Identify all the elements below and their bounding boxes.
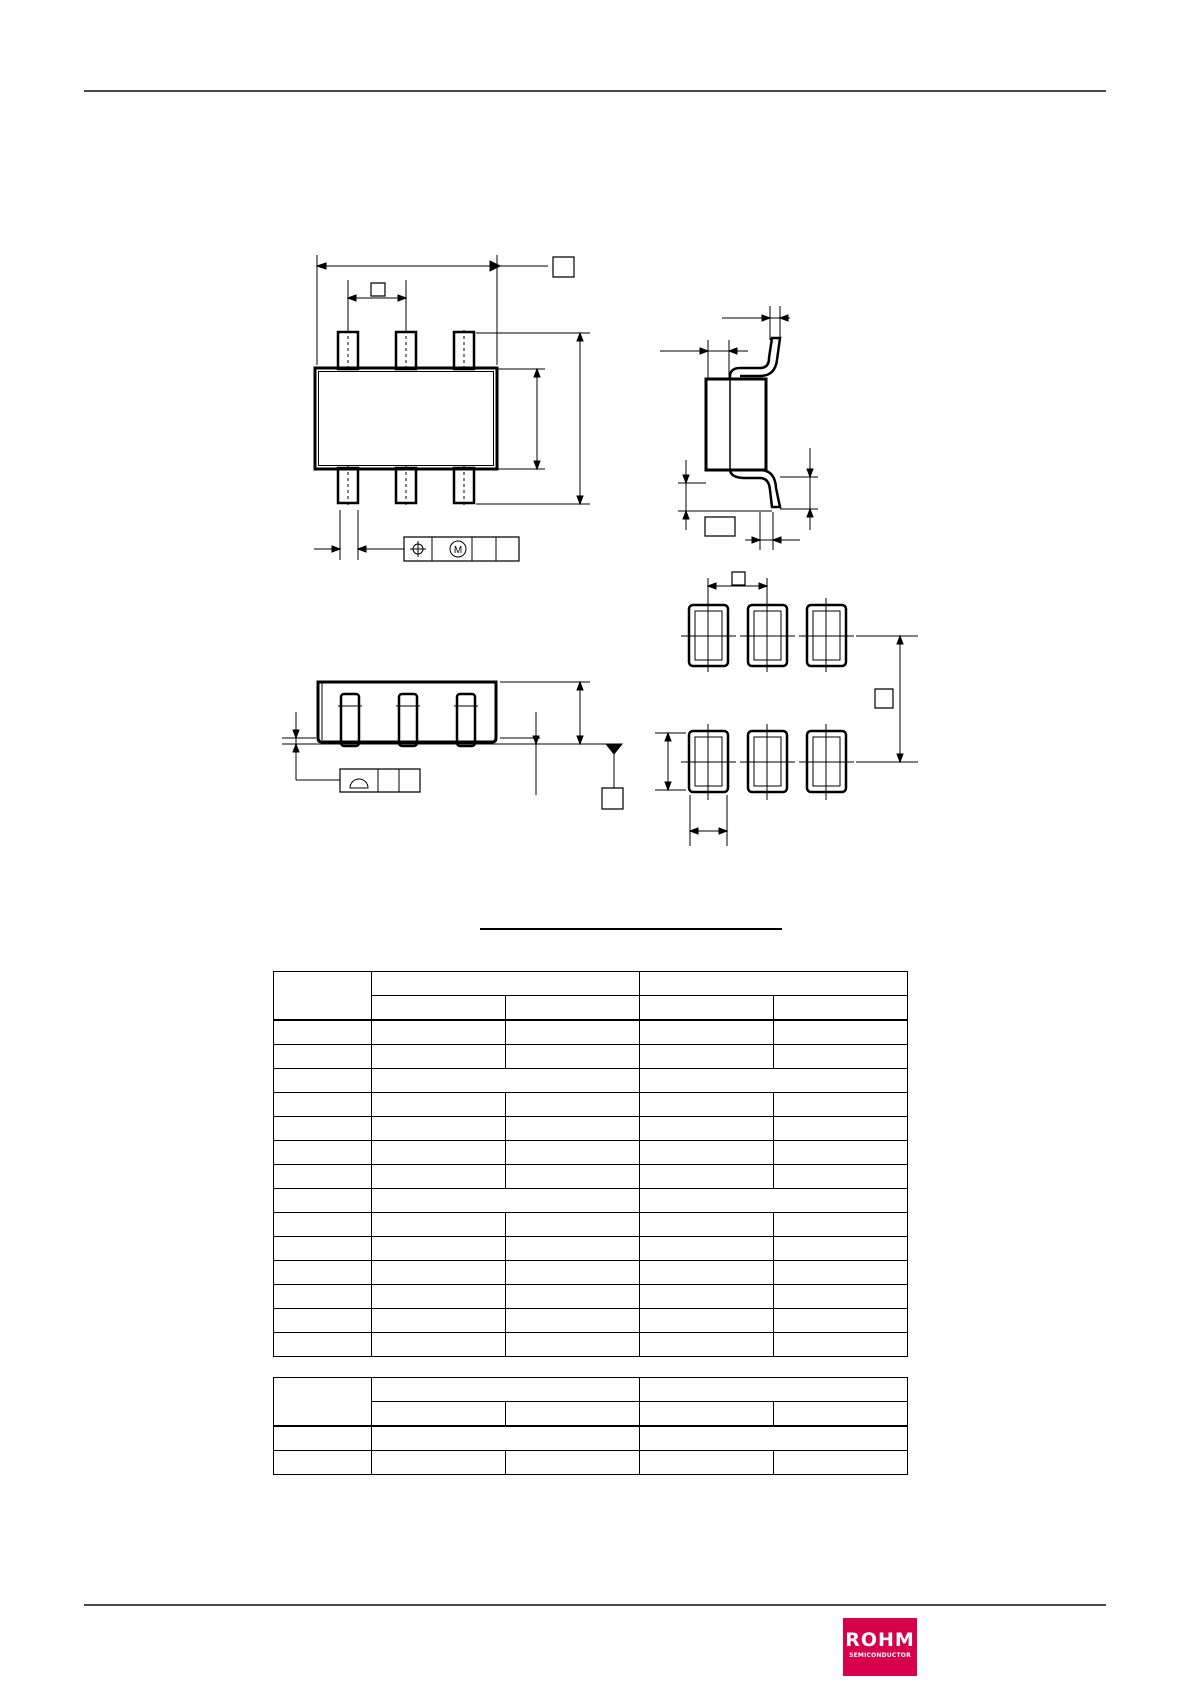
datum-box [602,788,623,809]
front-view-lead [454,694,478,746]
logo-brand: ROHM [845,1629,915,1651]
table-header-group-a [372,1378,640,1402]
table-row [274,1093,908,1117]
table-row [274,1045,908,1069]
table-subheader [640,996,774,1021]
land-pad [681,598,736,672]
table-row [274,1285,908,1309]
land-pad [799,598,854,672]
table-subheader [372,996,506,1021]
pitch-box [732,572,745,585]
table-row [274,1069,908,1093]
land-pattern-table [273,1377,908,1475]
table-subheader [372,1402,506,1427]
table-subheader [640,1402,774,1427]
table-row [274,1165,908,1189]
top-view-lead [338,466,358,505]
land-pad [740,724,795,800]
table-subheader [774,1402,908,1427]
table-row [274,1213,908,1237]
dimension-box [875,689,893,708]
table-row [274,1020,908,1045]
feature-control-frame-profile [340,769,420,792]
top-view-lead [454,330,474,370]
table-row [274,1309,908,1333]
top-view-lead [396,330,416,370]
table-subheader [506,1402,640,1427]
table-row [274,1333,908,1357]
front-view-lead [338,694,362,746]
side-view [660,306,818,550]
top-view-lead [454,466,474,505]
land-pattern [655,572,918,846]
pitch-box [371,283,385,296]
rohm-logo [843,1618,917,1676]
table-row [274,1189,908,1213]
table-row [274,1426,908,1451]
logo-tagline: SEMICONDUCTOR [849,1652,911,1659]
land-pad [681,724,736,800]
datum-box [553,257,574,277]
table-header-group-a [372,972,640,996]
front-view [282,682,623,809]
table-subheader [774,996,908,1021]
dimension-table [273,971,908,1357]
table-row [274,1451,908,1475]
top-view [314,255,590,561]
table-header-group-b [640,972,908,996]
land-pad [740,598,795,672]
top-view-lead [396,466,416,505]
table-header-symbol [274,972,372,1021]
table-row [274,1237,908,1261]
footer-rule [84,1604,1106,1606]
table-row [274,1261,908,1285]
table-header-symbol [274,1378,372,1427]
table-row [274,1117,908,1141]
top-view-lead [338,330,358,370]
dimension-box [705,517,735,536]
table-header-group-b [640,1378,908,1402]
table-subheader [506,996,640,1021]
feature-control-frame [404,537,519,561]
table-row [274,1141,908,1165]
figure-caption-rule [480,928,782,930]
land-pad [799,724,854,800]
fcf-modifier: M [453,545,463,556]
front-view-lead [396,694,420,746]
